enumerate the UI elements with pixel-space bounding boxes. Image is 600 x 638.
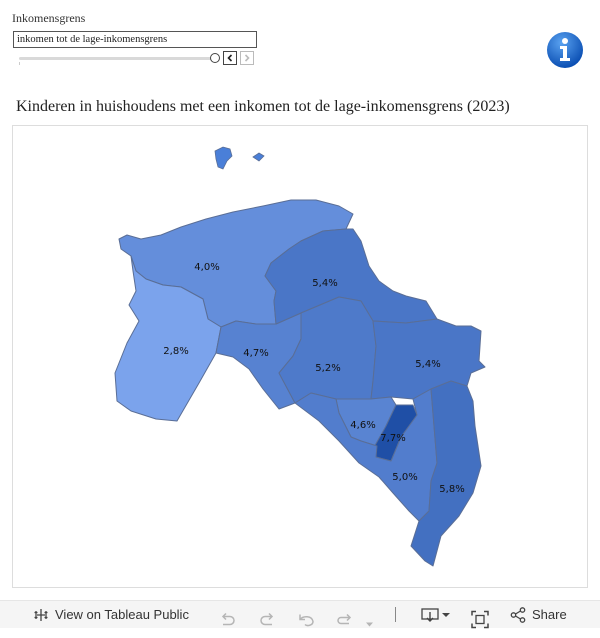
fullscreen-icon[interactable] — [471, 606, 489, 633]
tableau-toolbar — [0, 600, 600, 628]
toolbar-divider — [395, 607, 396, 622]
revert-icon[interactable] — [297, 607, 317, 634]
choropleth-map — [13, 126, 587, 587]
region-value-label: 5,4% — [415, 359, 441, 370]
chevron-right-icon — [243, 54, 251, 62]
info-icon[interactable] — [546, 31, 584, 69]
chevron-left-icon — [226, 54, 234, 62]
download-button[interactable] — [421, 601, 451, 628]
share-icon — [510, 607, 526, 623]
refresh-icon[interactable] — [335, 607, 355, 634]
island-rottumeroog — [215, 147, 232, 169]
region-value-label: 2,8% — [163, 346, 189, 357]
region-value-label: 5,0% — [392, 472, 418, 483]
region-value-label: 4,6% — [350, 420, 376, 431]
chevron-down-icon[interactable] — [365, 611, 374, 638]
region-value-label: 5,2% — [315, 363, 341, 374]
region-value-label: 5,8% — [439, 484, 465, 495]
next-button[interactable] — [240, 51, 254, 65]
region-value-label: 4,0% — [194, 262, 220, 273]
island-rottumerplaat — [253, 153, 264, 161]
share-button[interactable] — [510, 601, 567, 628]
region-value-label: 5,4% — [312, 278, 338, 289]
tableau-icon — [33, 607, 49, 623]
download-icon — [421, 607, 451, 623]
slider-tick — [19, 62, 20, 65]
redo-icon[interactable] — [258, 607, 276, 634]
view-on-tableau-label: View on Tableau Public — [55, 607, 189, 622]
map-title: Kinderen in huishoudens met een inkomen tot de lage-inkomensgrens (2023) — [16, 98, 510, 115]
share-label: Share — [532, 607, 567, 622]
filter-label: Inkomensgrens — [12, 11, 86, 25]
map-frame — [12, 125, 588, 588]
undo-icon[interactable] — [219, 607, 237, 634]
income-limit-select[interactable]: inkomen tot de lage-inkomensgrens — [13, 31, 257, 48]
slider-track[interactable] — [19, 57, 213, 60]
slider-thumb[interactable] — [210, 53, 220, 63]
region-value-label: 7,7% — [380, 433, 406, 444]
region-value-label: 4,7% — [243, 348, 269, 359]
view-on-tableau-button[interactable] — [33, 601, 189, 628]
previous-button[interactable] — [223, 51, 237, 65]
